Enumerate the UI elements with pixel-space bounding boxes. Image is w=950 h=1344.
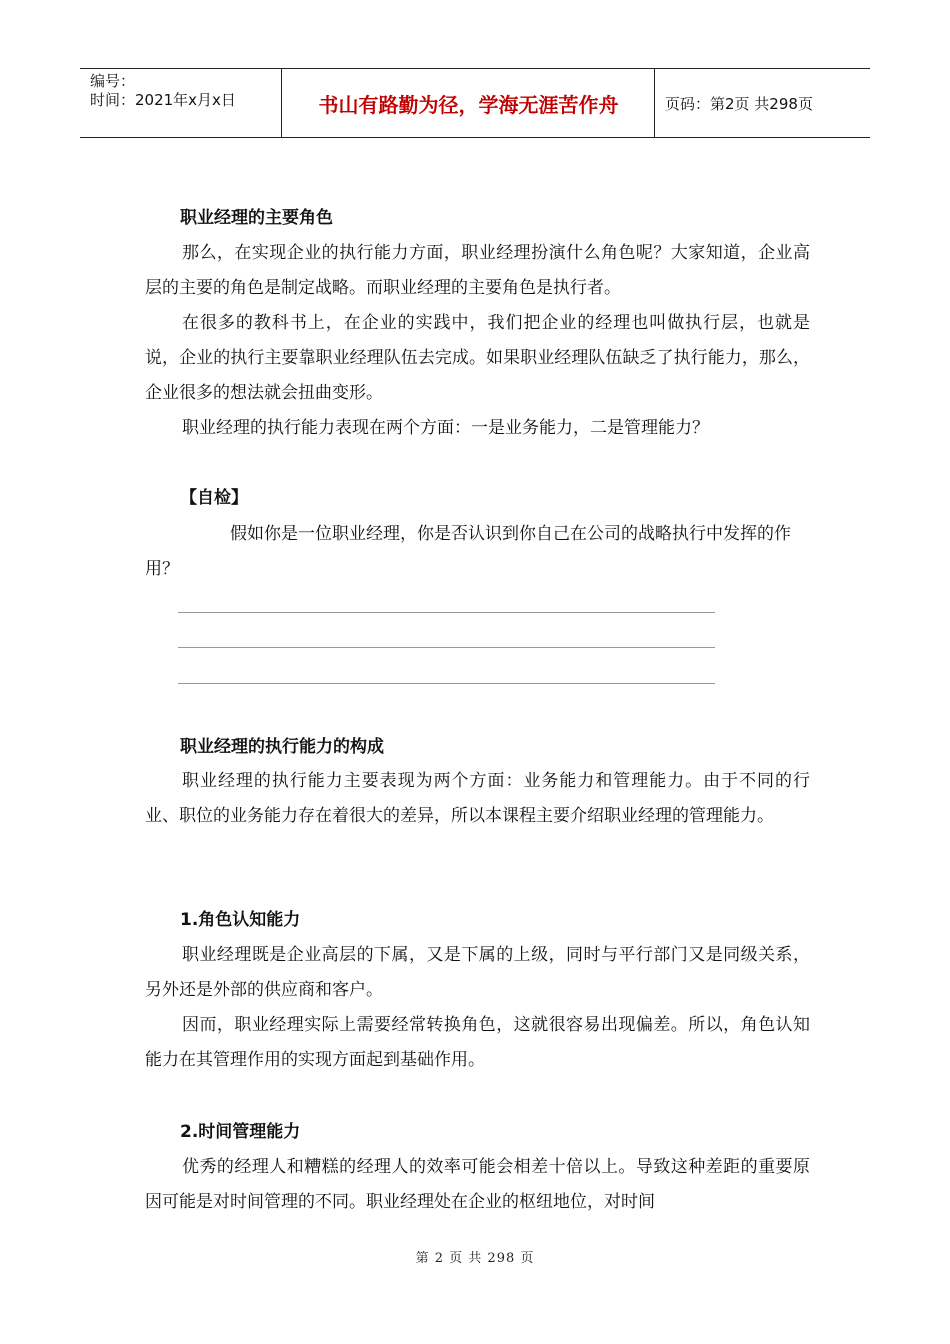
section-heading-composition: 职业经理的执行能力的构成 [180, 737, 384, 757]
time-label: 时间：2021年x月x日 [90, 91, 236, 109]
number-label: 编号： [90, 72, 136, 90]
header-motto: 书山有路勤为径，学海无涯苦作舟 [283, 69, 655, 137]
answer-line [178, 647, 715, 648]
composition-paragraph-1: 职业经理的执行能力主要表现为两个方面：业务能力和管理能力。由于不同的行业、职位的业务能力存在着很大的差异，所以本课程主要介绍职业经理的管理能力。 [145, 771, 810, 826]
role-paragraph-3: 职业经理的执行能力表现在两个方面：一是业务能力，二是管理能力？ [182, 418, 709, 438]
section-heading-time-management: 2.时间管理能力 [180, 1122, 301, 1142]
role-cognition-paragraph-1: 职业经理既是企业高层的下属，又是下属的上级，同时与平行部门又是同级关系，另外还是外部的供应商和客户。 [145, 945, 810, 1000]
selfcheck-title: 【自检】 [180, 488, 248, 508]
role-paragraph-2: 在很多的教科书上，在企业的实践中，我们把企业的经理也叫做执行层，也就是说，企业的执行主要靠职业经理队伍去完成。如果职业经理队伍缺乏了执行能力，那么，企业很多的想法就会扭曲变形。 [145, 313, 810, 403]
time-management-paragraph-1: 优秀的经理人和糟糕的经理人的效率可能会相差十倍以上。导致这种差距的重要原因可能是对时间管理的不同。职业经理处在企业的枢纽地位，对时间 [145, 1157, 810, 1212]
header-page-code: 页码：第2页 共298页 [665, 94, 813, 113]
header-meta-cell [80, 69, 282, 137]
answer-line [178, 683, 715, 684]
answer-line [178, 612, 715, 613]
page-footer: 第 2 页 共 298 页 [415, 1251, 535, 1266]
section-heading-role: 职业经理的主要角色 [180, 208, 333, 228]
role-paragraph-1: 那么，在实现企业的执行能力方面，职业经理扮演什么角色呢？大家知道，企业高层的主要的角色是制定战略。而职业经理的主要角色是执行者。 [145, 243, 810, 298]
document-header [80, 68, 870, 138]
role-cognition-paragraph-2: 因而，职业经理实际上需要经常转换角色，这就很容易出现偏差。所以，角色认知能力在其管理作用的实现方面起到基础作用。 [145, 1015, 810, 1070]
section-heading-role-cognition: 1.角色认知能力 [180, 910, 301, 930]
selfcheck-question: 假如你是一位职业经理，你是否认识到你自己在公司的战略执行中发挥的作用？ [145, 524, 791, 579]
